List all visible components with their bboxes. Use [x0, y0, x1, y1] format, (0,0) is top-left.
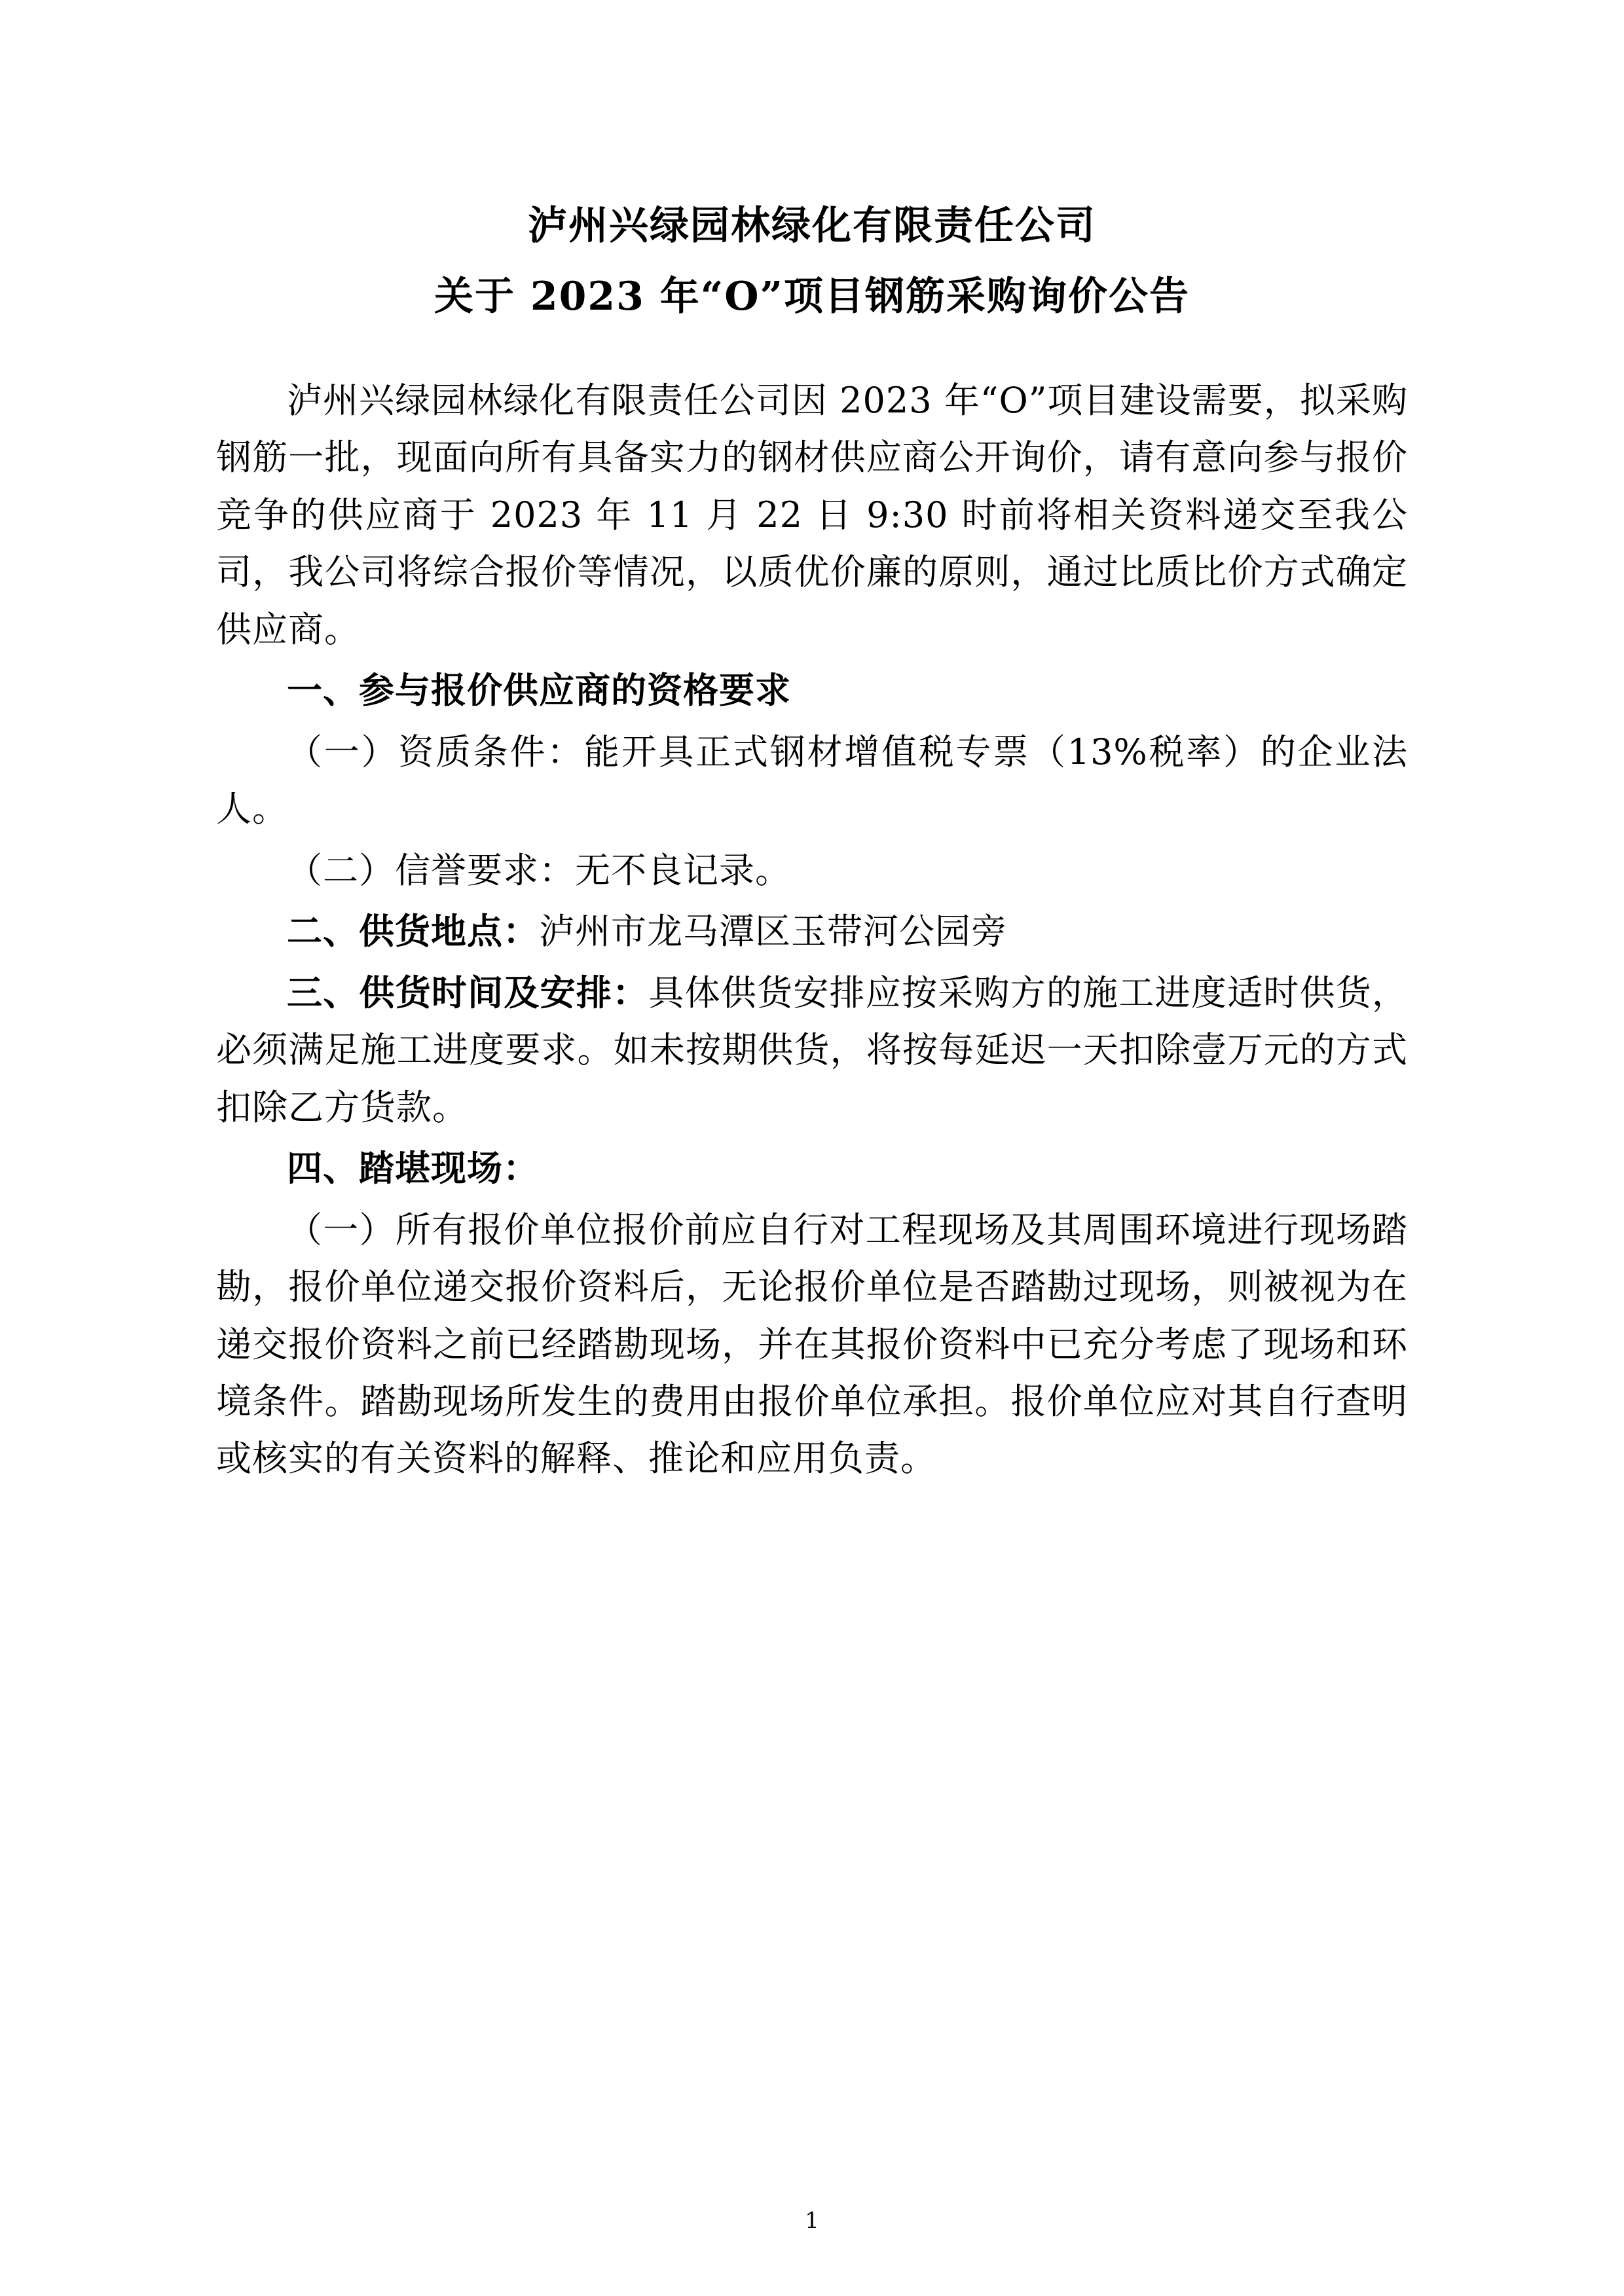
section-4-heading: 四、踏堪现场：	[287, 1147, 539, 1190]
section-1-heading: 一、参与报价供应商的资格要求	[287, 669, 791, 712]
section-3-value: 具体供货安排应按采购方的施工进度适时供货，必须满足施工进度要求。如未按期供货，将按每延迟一天扣除壹万元的方式扣除乙方货款。	[216, 972, 1409, 1128]
page-number: 1	[805, 2208, 819, 2234]
document-body	[216, 372, 1408, 1487]
section-2-label: 二、供货地点：	[287, 910, 539, 953]
paragraph-intro: 泸州兴绿园林绿化有限责任公司因 2023 年“O”项目建设需要，拟采购钢筋一批，现面向所有具备实力的钢材供应商公开询价，请有意向参与报价竞争的供应商于 2023 年 11 月 22 日 9:30 时前将相关资料递交至我公司，我公司将综合报价等情况，以质优价廉的原则，通过比质比价方式确定供应商。	[216, 380, 1408, 650]
section-2	[216, 903, 1408, 960]
section-4-item-1: （一）所有报价单位报价前应自行对工程现场及其周围环境进行现场踏勘，报价单位递交报价资料后，无论报价单位是否踏勘过现场，则被视为在递交报价资料之前已经踏勘现场，并在其报价资料中已充分考虑了现场和环境条件。踏勘现场所发生的费用由报价单位承担。报价单位应对其自行查明或核实的有关资料的解释、推论和应用负责。	[216, 1209, 1408, 1480]
title-line-2: 关于 2023 年“O”项目钢筋采购询价公告	[434, 274, 1190, 319]
page-title	[216, 196, 1408, 326]
section-3	[216, 964, 1408, 1136]
section-1-item-2: （二）信誉要求：无不良记录。	[287, 849, 791, 891]
section-1-item-1: （一）资质条件：能开具正式钢材增值税专票（13%税率）的企业法人。	[216, 731, 1408, 830]
section-3-label: 三、供货时间及安排：	[287, 971, 649, 1013]
title-line-1: 泸州兴绿园林绿化有限责任公司	[528, 203, 1096, 249]
section-2-value: 泸州市龙马潭区玉带河公园旁	[539, 911, 1007, 953]
